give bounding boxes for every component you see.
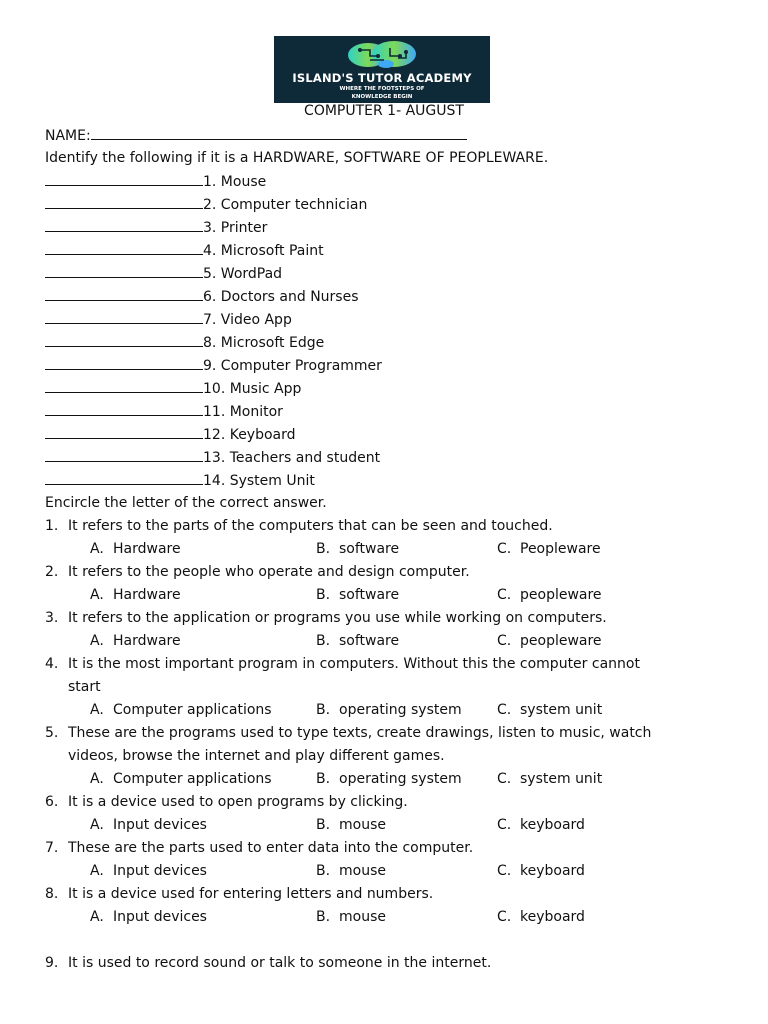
choice-letter: C. bbox=[497, 587, 512, 603]
answer-blank[interactable] bbox=[45, 173, 203, 186]
choice-c[interactable] bbox=[497, 771, 602, 787]
item-label: 1. Mouse bbox=[203, 174, 267, 190]
choice-letter: A. bbox=[90, 541, 104, 557]
logo-tagline-2: KNOWLEDGE BEGIN bbox=[351, 93, 413, 100]
part1-instruction: Identify the following if it is a HARDWARE, SOFTWARE OF PEOPLEWARE. bbox=[45, 150, 549, 166]
answer-blank[interactable] bbox=[45, 196, 203, 209]
item-label: 4. Microsoft Paint bbox=[203, 243, 324, 259]
identify-item bbox=[45, 288, 359, 305]
name-label: NAME: bbox=[45, 128, 91, 144]
question-text: It refers to the parts of the computers that can be seen and touched. bbox=[68, 518, 553, 534]
identify-item bbox=[45, 265, 282, 282]
choice-a[interactable] bbox=[90, 909, 207, 925]
item-label: 14. System Unit bbox=[203, 473, 315, 489]
choice-letter: B. bbox=[316, 541, 331, 557]
question-text: It is a device used for entering letters and numbers. bbox=[68, 886, 434, 902]
identify-item bbox=[45, 426, 296, 443]
item-label: 9. Computer Programmer bbox=[203, 358, 382, 374]
question-number: 5. bbox=[45, 725, 59, 741]
choice-letter: A. bbox=[90, 909, 104, 925]
identify-item bbox=[45, 311, 292, 328]
name-blank[interactable] bbox=[91, 127, 467, 140]
question-text: It refers to the people who operate and design computer. bbox=[68, 564, 470, 580]
choice-text: Hardware bbox=[113, 587, 181, 603]
answer-blank[interactable] bbox=[45, 449, 203, 462]
question-number: 8. bbox=[45, 886, 59, 902]
choice-letter: B. bbox=[316, 587, 331, 603]
choice-c[interactable] bbox=[497, 541, 601, 557]
answer-blank[interactable] bbox=[45, 357, 203, 370]
item-label: 6. Doctors and Nurses bbox=[203, 289, 359, 305]
choice-text: Computer applications bbox=[113, 771, 272, 787]
choice-b[interactable] bbox=[316, 771, 462, 787]
choice-text: software bbox=[339, 587, 400, 603]
identify-item bbox=[45, 403, 283, 420]
question-text: videos, browse the internet and play different games. bbox=[68, 748, 445, 764]
academy-logo bbox=[274, 36, 490, 103]
question-text: It is used to record sound or talk to someone in the internet. bbox=[68, 955, 492, 971]
identify-item bbox=[45, 472, 315, 489]
choice-letter: B. bbox=[316, 771, 331, 787]
choice-text: system unit bbox=[520, 702, 603, 718]
question-text: It refers to the application or programs you use while working on computers. bbox=[68, 610, 607, 626]
logo-tagline-1: WHERE THE FOOTSTEPS OF bbox=[339, 86, 425, 92]
choice-letter: A. bbox=[90, 817, 104, 833]
choice-letter: C. bbox=[497, 541, 512, 557]
choice-text: operating system bbox=[339, 702, 462, 718]
part2-instruction: Encircle the letter of the correct answer. bbox=[45, 495, 327, 511]
choice-text: keyboard bbox=[520, 863, 585, 879]
answer-blank[interactable] bbox=[45, 219, 203, 232]
question-text: It is a device used to open programs by clicking. bbox=[68, 794, 408, 810]
choice-text: keyboard bbox=[520, 909, 585, 925]
choice-a[interactable] bbox=[90, 541, 181, 557]
choice-text: Input devices bbox=[113, 817, 207, 833]
answer-blank[interactable] bbox=[45, 265, 203, 278]
choice-c[interactable] bbox=[497, 702, 602, 718]
choice-c[interactable] bbox=[497, 909, 585, 925]
identify-item bbox=[45, 242, 324, 259]
choice-letter: C. bbox=[497, 702, 512, 718]
choice-text: peopleware bbox=[520, 587, 602, 603]
item-label: 10. Music App bbox=[203, 381, 302, 397]
choice-letter: A. bbox=[90, 702, 104, 718]
identify-item bbox=[45, 380, 301, 397]
choice-a[interactable] bbox=[90, 771, 272, 787]
question-number: 9. bbox=[45, 955, 59, 971]
choice-b[interactable] bbox=[316, 587, 399, 603]
identify-item bbox=[45, 449, 380, 466]
choice-letter: A. bbox=[90, 771, 104, 787]
choice-letter: A. bbox=[90, 587, 104, 603]
choice-text: software bbox=[339, 541, 400, 557]
choice-a[interactable] bbox=[90, 633, 181, 649]
item-label: 7. Video App bbox=[203, 312, 292, 328]
choice-text: Computer applications bbox=[113, 702, 272, 718]
choice-letter: B. bbox=[316, 863, 331, 879]
logo-name: ISLAND'S TUTOR ACADEMY bbox=[292, 71, 472, 85]
item-label: 3. Printer bbox=[203, 220, 268, 236]
choice-b[interactable] bbox=[316, 541, 399, 557]
choice-text: Input devices bbox=[113, 909, 207, 925]
choice-letter: B. bbox=[316, 702, 331, 718]
choice-text: system unit bbox=[520, 771, 603, 787]
choice-c[interactable] bbox=[497, 863, 585, 879]
answer-blank[interactable] bbox=[45, 311, 203, 324]
item-label: 12. Keyboard bbox=[203, 427, 296, 443]
question-number: 4. bbox=[45, 656, 59, 672]
choice-text: operating system bbox=[339, 771, 462, 787]
choice-c[interactable] bbox=[497, 633, 602, 649]
choice-c[interactable] bbox=[497, 587, 602, 603]
answer-blank[interactable] bbox=[45, 334, 203, 347]
question-text: These are the parts used to enter data into the computer. bbox=[68, 840, 474, 856]
item-label: 11. Monitor bbox=[203, 404, 283, 420]
choice-text: software bbox=[339, 633, 400, 649]
item-label: 13. Teachers and student bbox=[203, 450, 381, 466]
question-number: 1. bbox=[45, 518, 59, 534]
identify-item bbox=[45, 334, 324, 351]
choice-text: Hardware bbox=[113, 541, 181, 557]
item-label: 5. WordPad bbox=[203, 266, 283, 282]
choice-a[interactable] bbox=[90, 702, 272, 718]
choice-a[interactable] bbox=[90, 817, 207, 833]
question-text: It is the most important program in computers. Without this the computer cannot bbox=[68, 656, 640, 672]
choice-b[interactable] bbox=[316, 633, 399, 649]
answer-blank[interactable] bbox=[45, 472, 203, 485]
choice-b[interactable] bbox=[316, 909, 386, 925]
question-number: 7. bbox=[45, 840, 59, 856]
choice-letter: C. bbox=[497, 771, 512, 787]
brain-icon bbox=[340, 40, 424, 70]
name-line bbox=[45, 127, 467, 144]
question-number: 2. bbox=[45, 564, 59, 580]
choice-text: mouse bbox=[339, 909, 386, 925]
choice-letter: B. bbox=[316, 817, 331, 833]
choice-letter: A. bbox=[90, 863, 104, 879]
choice-letter: B. bbox=[316, 633, 331, 649]
choice-a[interactable] bbox=[90, 587, 181, 603]
choice-b[interactable] bbox=[316, 863, 386, 879]
identify-item bbox=[45, 196, 367, 213]
answer-blank[interactable] bbox=[45, 380, 203, 393]
choice-text: mouse bbox=[339, 817, 386, 833]
item-label: 8. Microsoft Edge bbox=[203, 335, 325, 351]
choice-letter: A. bbox=[90, 633, 104, 649]
choice-text: mouse bbox=[339, 863, 386, 879]
answer-blank[interactable] bbox=[45, 403, 203, 416]
identify-item bbox=[45, 219, 267, 236]
item-label: 2. Computer technician bbox=[203, 197, 368, 213]
answer-blank[interactable] bbox=[45, 288, 203, 301]
choice-letter: C. bbox=[497, 863, 512, 879]
choice-b[interactable] bbox=[316, 817, 386, 833]
choice-letter: C. bbox=[497, 817, 512, 833]
question-text: These are the programs used to type texts, create drawings, listen to music, watch bbox=[68, 725, 652, 741]
question-number: 3. bbox=[45, 610, 59, 626]
choice-text: keyboard bbox=[520, 817, 585, 833]
choice-text: peopleware bbox=[520, 633, 602, 649]
answer-blank[interactable] bbox=[45, 426, 203, 439]
question-number: 6. bbox=[45, 794, 59, 810]
choice-text: Hardware bbox=[113, 633, 181, 649]
answer-blank[interactable] bbox=[45, 242, 203, 255]
question-text: start bbox=[68, 679, 101, 695]
identify-item bbox=[45, 357, 382, 374]
choice-letter: C. bbox=[497, 633, 512, 649]
choice-letter: C. bbox=[497, 909, 512, 925]
identify-item bbox=[45, 173, 266, 190]
choice-text: Input devices bbox=[113, 863, 207, 879]
choice-letter: B. bbox=[316, 909, 331, 925]
page-title: COMPUTER 1- AUGUST bbox=[304, 103, 464, 119]
choice-a[interactable] bbox=[90, 863, 207, 879]
choice-c[interactable] bbox=[497, 817, 585, 833]
choice-text: Peopleware bbox=[520, 541, 601, 557]
choice-b[interactable] bbox=[316, 702, 462, 718]
